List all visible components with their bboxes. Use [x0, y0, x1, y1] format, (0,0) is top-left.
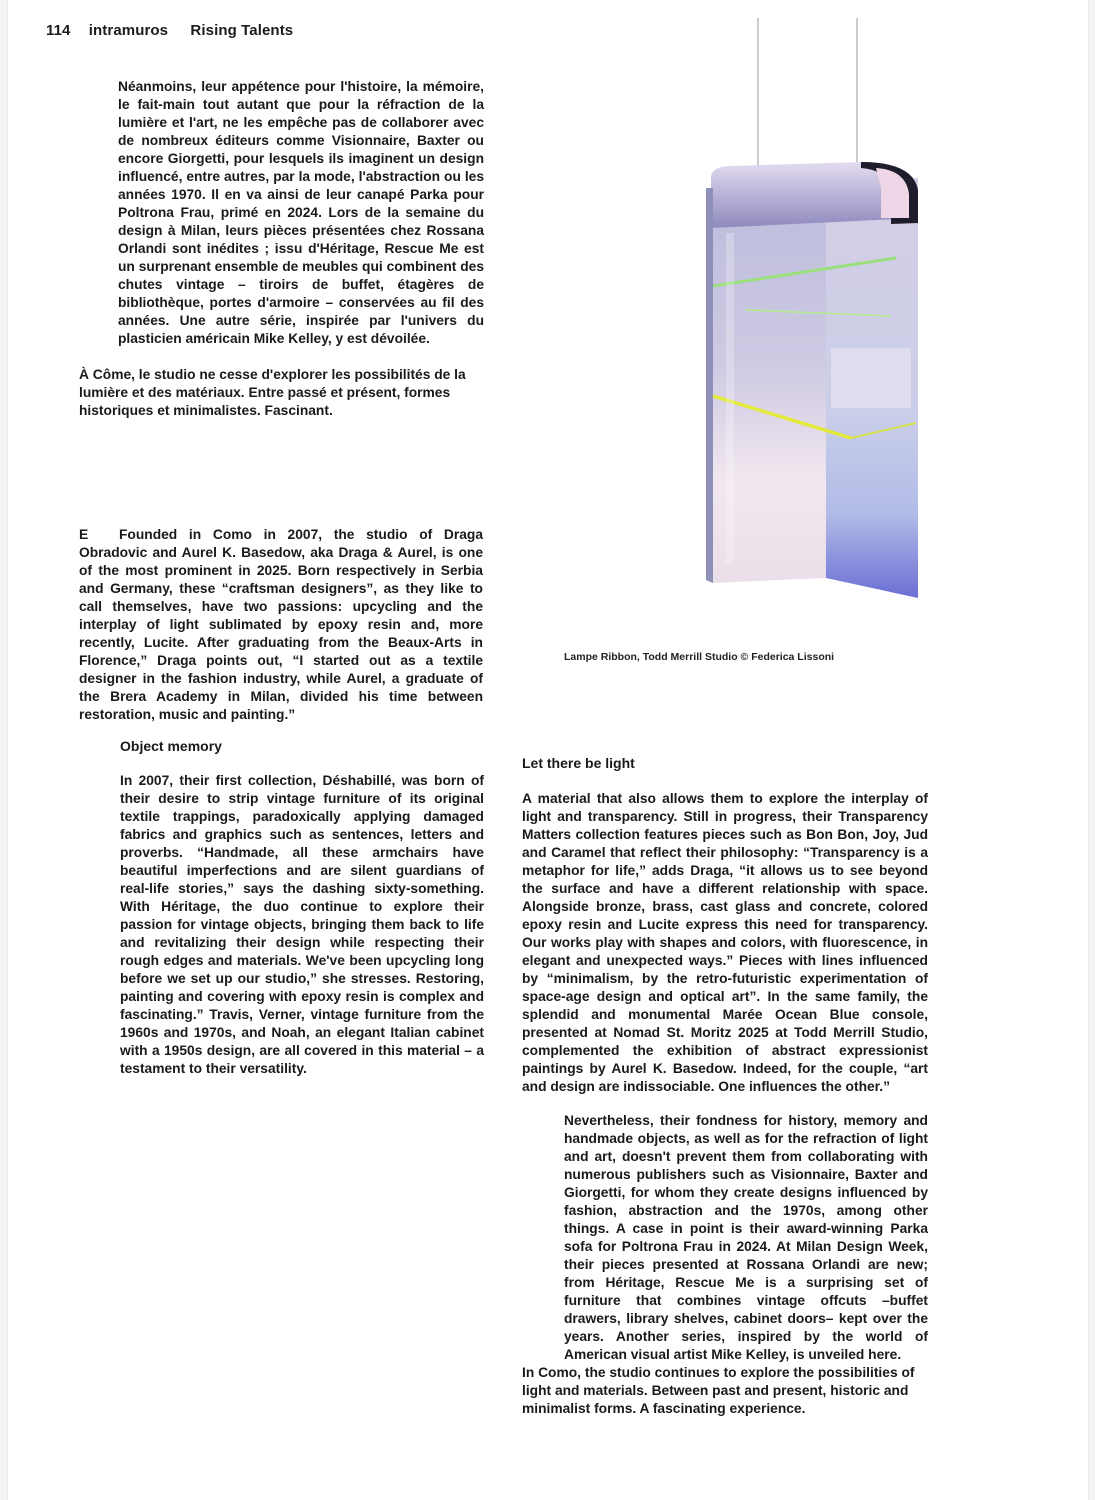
let-there-be-light-heading: Let there be light: [522, 755, 635, 771]
page-header: [46, 22, 311, 39]
lamp-ribbon-photo: [561, 18, 921, 638]
image-caption: Lampe Ribbon, Todd Merrill Studio © Federica Lissoni: [564, 651, 835, 663]
french-paragraph-1: Néanmoins, leur appétence pour l'histoire, la mémoire, le fait-main tout autant que pour la réfraction de la lumière et l'art, ne les empêche pas de collaborer avec de nombreux éditeurs comme Visionnaire, Baxter ou encore Giorgetti, pour lesquels ils imaginent un design influencé, entre autres, par la mode, l'abstraction ou les années 1970. Il en va ainsi de leur canapé Parka pour Poltrona Frau, primé en 2024. Lors de la semaine du design à Milan, leurs pièces présentées chez Rossana Orlandi sont inédites ; issu d'Héritage, Rescue Me est un surprenant ensemble de meubles qui combinent des chutes vintage – tiroirs de buffet, étagères de bibliothèque, portes d'armoire – conservées au fil des années. Une autre série, inspirée par l'univers du plasticien américain Mike Kelley, y est dévoilée.: [118, 79, 484, 346]
french-paragraph-2: À Côme, le studio ne cesse d'explorer les possibilités de la lumière et des matériaux. Entre passé et présent, formes historiques et minimalistes. Fascinant.: [79, 367, 466, 418]
english-intro-text: Founded in Como in 2007, the studio of Draga Obradovic and Aurel K. Basedow, aka Draga & Aurel, is one of the most prominent in 2025. Born respectively in Serbia and Germany, these “craftsman designers”, as they like to call themselves, have two passions: upcycling and the interplay of light sublimated by epoxy resin and, more recently, Lucite. After graduating from the Beaux-Arts in Florence,” Draga points out, “I started out as a textile designer in the fashion industry, while Aurel, a graduate of the Brera Academy in Milan, divided his time between restoration, music and painting.”: [79, 527, 483, 722]
object-memory-text: In 2007, their first collection, Déshabillé, was born of their desire to strip vintage furniture of its original textile trappings, paradoxically applying damaged fabrics and graphics such as sentences, letters and proverbs. “Handmade, all these armchairs have beautiful imperfections and are silent guardians of real-life stories,” says the dashing sixty-something. With Héritage, the duo continue to explore their passion for vintage objects, bringing them back to life and revitalizing their design while respecting their rough edges and materials. We've been upcycling long before we set up our studio,” she stresses. Restoring, painting and covering with epoxy resin is complex and fascinating.” Travis, Verner, vintage furniture from the 1960s and 1970s, and Noah, an elegant Italian cabinet with a 1950s design, are all covered in this material – a testament to their versatility.: [120, 773, 484, 1076]
page-number: 114: [46, 22, 71, 39]
section-name: Rising Talents: [190, 22, 294, 39]
light-paragraph-3: In Como, the studio continues to explore the possibilities of light and materials. Between past and present, historic and minimalist forms. A fascinating experience.: [522, 1365, 915, 1416]
english-intro-paragraph: [79, 526, 483, 724]
light-paragraph-2: Nevertheless, their fondness for history, memory and handmade objects, as well as for the refraction of light and art, doesn't prevent them from collaborating with numerous publishers such as Visionnaire, Baxter and Giorgetti, for whom they create designs influenced by fashion, abstraction and the 1970s, among other things. A case in point is their award-winning Parka sofa for Poltrona Frau in 2024. At Milan Design Week, their pieces presented at Rossana Orlandi are new; from Héritage, Rescue Me is a surprising set of furniture that combines vintage offcuts –buffet drawers, library shelves, cabinet doors– kept over the years. Another series, inspired by the world of American visual artist Mike Kelley, is unveiled here.: [564, 1113, 928, 1362]
magazine-name: intramuros: [88, 22, 169, 39]
magazine-page: [8, 0, 1088, 1500]
object-memory-heading: Object memory: [120, 738, 222, 754]
light-paragraph-1: A material that also allows them to explore the interplay of light and transparency. Still in progress, their Transparency Matters collection features pieces such as Bon Bon, Joy, Jud and Caramel that reflect their philosophy: “Transparency is a metaphor for life,” adds Draga, “it allows us to see beyond the surface and have a different relationship with space. Alongside bronze, brass, cast glass and concrete, colored epoxy resin and Lucite express this need for transparency. Our works play with shapes and colors, with fluorescence, in elegant and unexpected ways.” Pieces with lines influenced by “minimalism, by the retro-futuristic experimentation of space-age design and optical art”. In the same family, the splendid and monumental Marée Ocean Blue console, presented at Nomad St. Moritz 2025 at Todd Merrill Studio, complemented the exhibition of abstract expressionist paintings by Aurel K. Basedow. Indeed, for the couple, “art and design are indissociable. One influences the other.”: [522, 791, 928, 1094]
language-marker: E: [79, 527, 89, 542]
